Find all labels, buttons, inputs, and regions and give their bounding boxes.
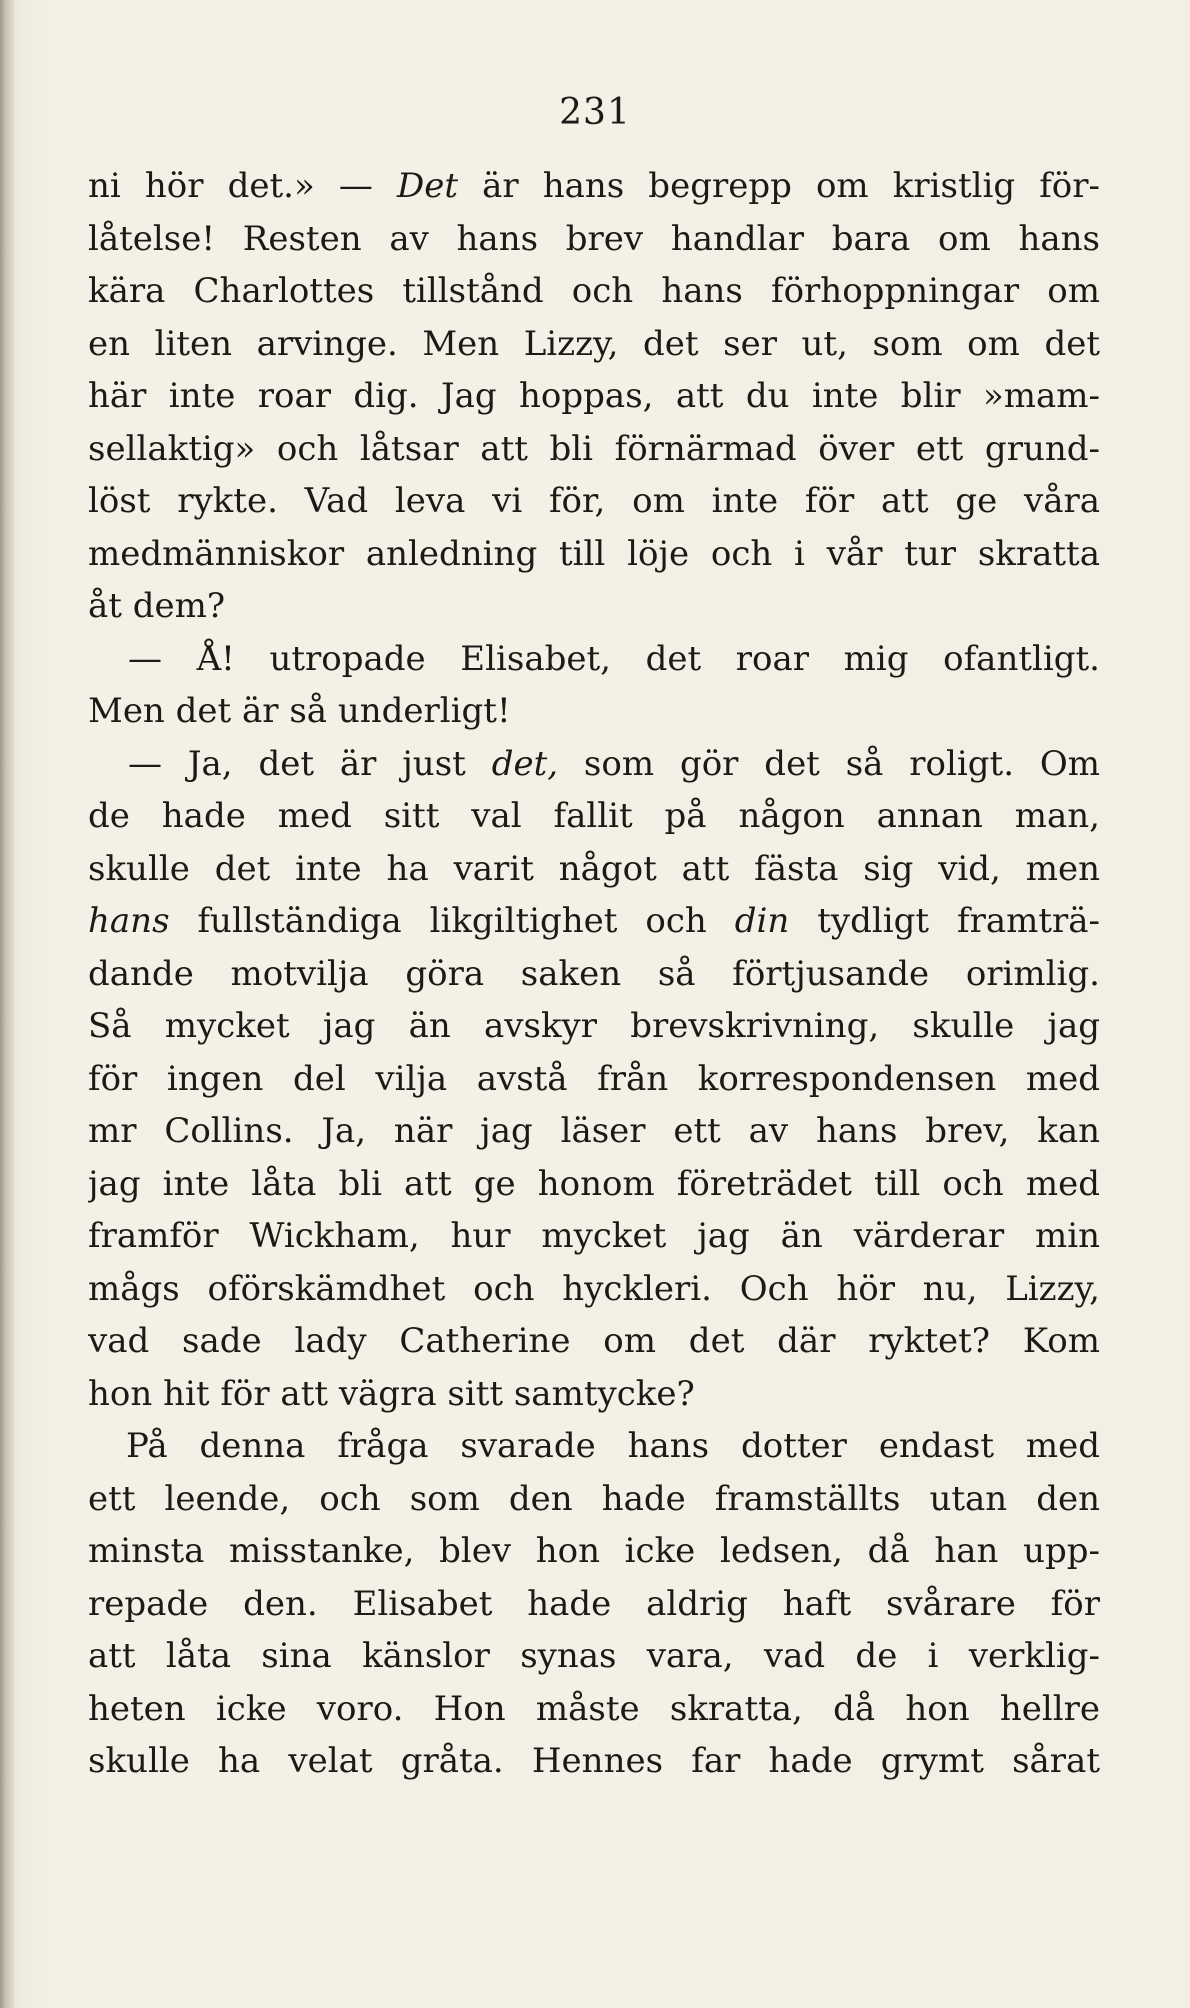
text-segment: kära Charlottes tillstånd och hans förhoppningar om [88, 271, 1100, 311]
text-segment: en liten arvinge. Men Lizzy, det ser ut, som om det [88, 323, 1100, 364]
text-line [88, 1368, 1100, 1421]
text-segment: mågs oförskämdhet och hyckleri. Och hör nu, Lizzy, [88, 1268, 1100, 1309]
text-line [88, 423, 1100, 476]
text-line [88, 213, 1100, 266]
text-segment: framför Wickham, hur mycket jag än värderar min [88, 1216, 1100, 1256]
text-line [88, 1000, 1100, 1053]
text-segment: medmänniskor anledning till löje och i vår tur skratta [88, 533, 1100, 574]
text-line [88, 790, 1100, 843]
text-line [88, 948, 1100, 1001]
text-line [88, 1735, 1100, 1788]
page-binding-edge [0, 0, 14, 2008]
text-line [88, 370, 1100, 423]
italic-text: Det [396, 166, 458, 206]
text-segment: ett leende, och som den hade framställts utan den [88, 1478, 1100, 1519]
text-segment: fullständiga likgiltighet och [169, 901, 735, 941]
text-segment: Men det är så underligt! [88, 691, 511, 731]
text-segment: — Å! utropade Elisabet, det roar mig ofantligt. [128, 638, 1100, 679]
text-segment: Så mycket jag än avskyr brevskrivning, skulle jag [88, 1006, 1100, 1046]
text-line [88, 1053, 1100, 1106]
italic-text: hans [88, 901, 170, 941]
text-segment: sellaktig» och låtsar att bli förnärmad över ett grund- [88, 428, 1100, 469]
text-segment: jag inte låta bli att ge honom företrädet till och med [88, 1163, 1100, 1204]
text-line [88, 580, 1100, 633]
text-segment: som gör det så roligt. Om [558, 743, 1100, 784]
text-segment: dande motvilja göra saken så förtjusande orimlig. [88, 953, 1100, 994]
text-line [88, 528, 1100, 581]
italic-text: det, [491, 743, 559, 784]
text-segment: hon hit för att vägra sitt samtycke? [88, 1373, 695, 1414]
text-line [88, 1315, 1100, 1368]
text-segment: repade den. Elisabet hade aldrig haft svårare för [88, 1583, 1100, 1624]
text-segment: vad sade lady Catherine om det där ryktet? Kom [88, 1321, 1100, 1361]
text-segment: ni hör det.» — [88, 166, 397, 206]
text-segment: för ingen del vilja avstå från korrespondensen med [88, 1058, 1100, 1099]
text-line [88, 895, 1100, 948]
text-segment: mr Collins. Ja, när jag läser ett av hans brev, kan [88, 1111, 1100, 1151]
text-line [88, 685, 1100, 738]
text-segment: de hade med sitt val fallit på någon annan man, [88, 796, 1100, 836]
text-segment: På denna fråga svarade hans dotter endast med [126, 1426, 1100, 1466]
body-text [88, 160, 1100, 1788]
text-line [88, 318, 1100, 371]
text-segment: löst rykte. Vad leva vi för, om inte för att ge våra [88, 481, 1100, 521]
text-segment: heten icke voro. Hon måste skratta, då hon hellre [88, 1688, 1100, 1729]
text-segment: minsta misstanke, blev hon icke ledsen, då han upp- [88, 1531, 1100, 1571]
text-segment: — Ja, det är just [128, 743, 492, 784]
text-line [88, 633, 1100, 686]
text-line [88, 1525, 1100, 1578]
text-line [88, 1683, 1100, 1736]
text-segment: tydligt framträ- [789, 901, 1100, 941]
text-line [88, 1473, 1100, 1526]
text-line [88, 1263, 1100, 1316]
text-line [88, 738, 1100, 791]
text-segment: här inte roar dig. Jag hoppas, att du inte blir »mam- [88, 376, 1100, 416]
text-line [88, 160, 1100, 213]
italic-text: din [734, 901, 790, 941]
text-line [88, 843, 1100, 896]
text-line [88, 1105, 1100, 1158]
text-segment: låtelse! Resten av hans brev handlar bara om hans [88, 218, 1100, 259]
text-line [88, 475, 1100, 528]
text-segment: att låta sina känslor synas vara, vad de i verklig- [88, 1636, 1100, 1676]
text-segment: skulle det inte ha varit något att fästa sig vid, men [88, 848, 1100, 889]
text-line [88, 1578, 1100, 1631]
page-number: 231 [559, 92, 631, 133]
text-segment: är hans begrepp om kristlig för- [457, 166, 1100, 206]
text-segment: åt dem? [88, 586, 226, 626]
text-line [88, 1210, 1100, 1263]
text-line [88, 1158, 1100, 1211]
text-line [88, 1420, 1100, 1473]
text-segment: skulle ha velat gråta. Hennes far hade grymt sårat [88, 1741, 1100, 1781]
text-line [88, 265, 1100, 318]
text-line [88, 1630, 1100, 1683]
